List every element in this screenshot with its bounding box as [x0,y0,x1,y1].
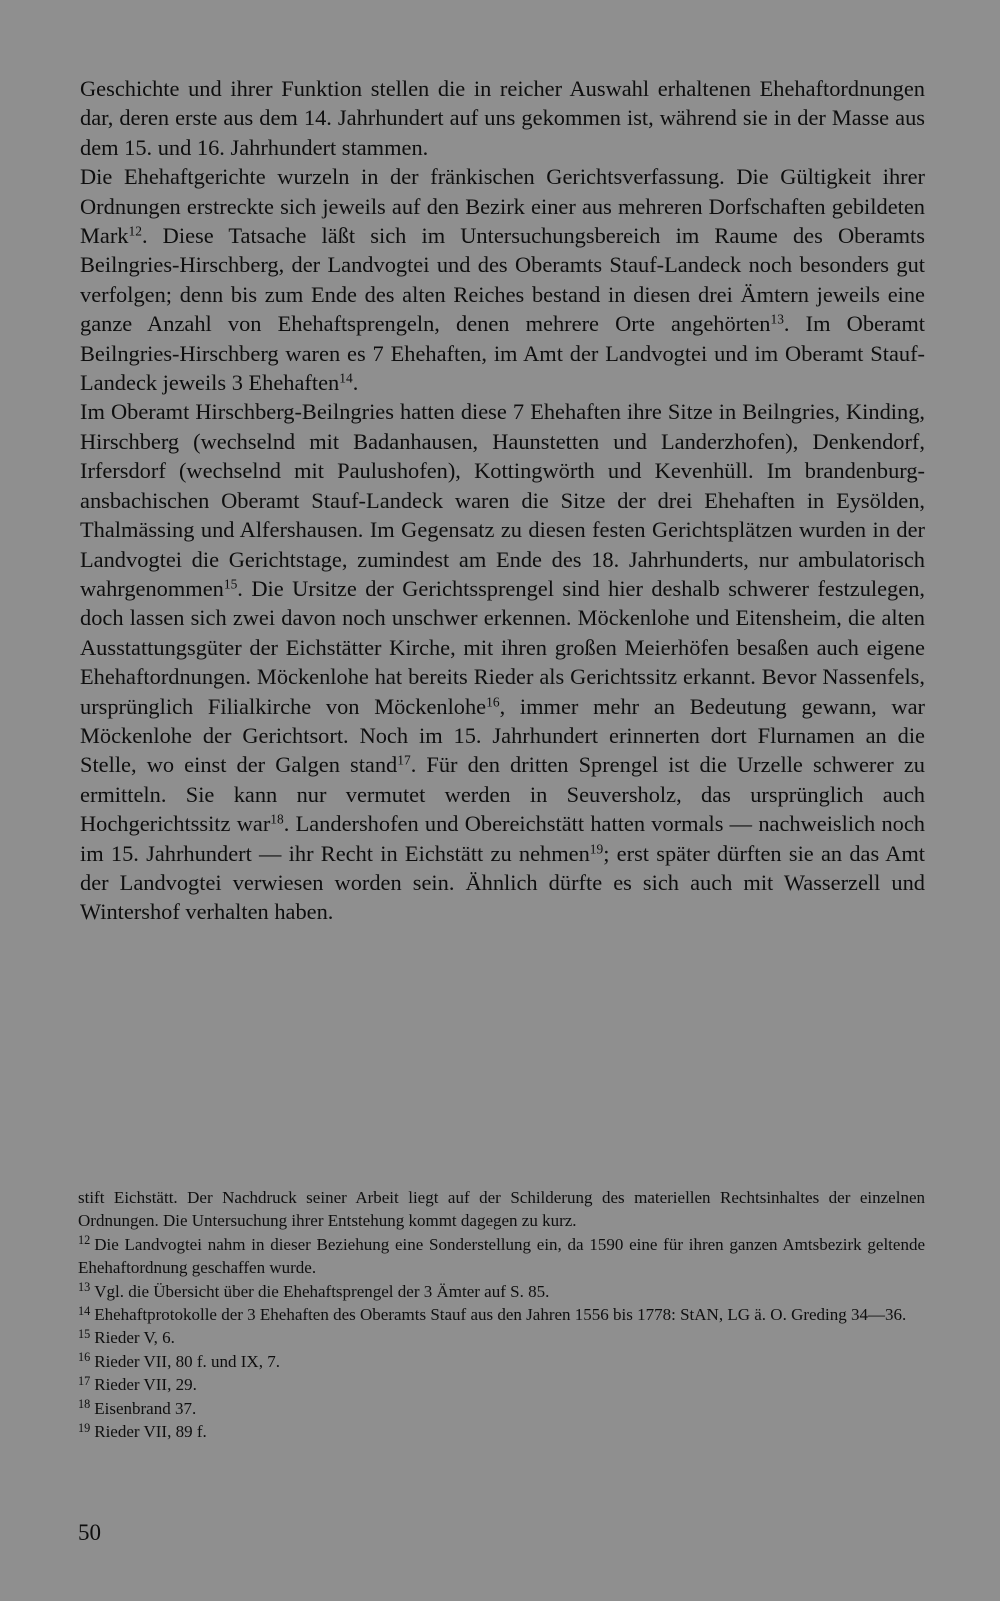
footnote-reference: 18 [270,811,284,827]
footnote [78,1186,925,1233]
text-segment: . Im Oberamt Beilngries-Hirschberg waren es 7 Ehehaften, im Amt der Landvogtei und im Oberamt Stauf-Landeck jeweils 3 Ehehaften [80,311,925,396]
text-segment: Im Oberamt Hirschberg-Beilngries hatten diese 7 Ehehaften ihre Sitze in Beilngries, Kinding, Hirschberg (wechselnd mit Badanhausen, Haunstetten und Landerzhofen), Denkendorf, Irfersdorf (wechselnd mit Paulushofen), Kottingwörth und Kevenhüll. Im brandenburg-ansbachischen Oberamt Stauf-Landeck waren die Sitze der drei Ehehaften in Eysölden, Thalmässing und Alfershausen. Im Gegensatz zu diesen festen Gerichtsplätzen wurden in der Landvogtei die Gerichtstage, zumindest am Ende des 18. Jahrhunderts, nur ambulatorisch wahrgenommen [80,399,925,601]
text-segment: . [352,370,359,396]
paragraph [80,162,925,397]
footnote-reference: 16 [486,694,500,710]
footnote-number: 16 [78,1350,91,1365]
footnote [78,1326,925,1349]
footnote-reference: 19 [589,841,604,857]
footnote [78,1303,925,1326]
footnote-number: 13 [78,1280,91,1295]
footnote-text: Ehehaftprotokolle der 3 Ehehaften des Oberamts Stauf aus den Jahren 1556 bis 1778: StAN, LG ä. O. Greding 34—36. [94,1305,907,1325]
footnote [78,1397,925,1420]
text-segment: Die Ehehaftgerichte wurzeln in der fränkischen Gerichtsverfassung. Die Gültigkeit ihrer Ordnungen erstreckte sich jeweils auf den Bezirk einer aus mehreren Dorfschaften gebildeten Mark [80,164,925,249]
footnote-text: Rieder VII, 89 f. [94,1422,207,1442]
text-segment: , immer mehr an Bedeutung gewann, war Möckenlohe der Gerichtsort. Noch im 15. Jahrhundert erinnerten dort Flurnamen an die Stelle, wo einst der Galgen stand [80,693,925,778]
text-segment: . Für den dritten Sprengel ist die Urzelle schwerer zu ermitteln. Sie kann nur vermutet werden in Seuversholz, das ursprünglich auch Hochgerichtssitz war [80,752,926,837]
footnote-number: 18 [78,1397,91,1412]
footnote [78,1280,925,1303]
footnote-reference: 13 [770,311,784,327]
footnote-text: Rieder VII, 80 f. und IX, 7. [94,1351,280,1371]
footnote-text: Rieder VII, 29. [94,1375,197,1395]
text-segment: . Diese Tatsache läßt sich im Untersuchungsbereich im Raume des Oberamts Beilngries-Hirschberg, der Landvogtei und des Oberamts Stauf-Landeck noch besonders gut verfolgen; denn bis zum Ende des alten Reiches bestand in diesen drei Ämtern jeweils eine ganze Anzahl von Ehehaftsprengeln, denen mehrere Orte angehörten [80,223,925,337]
footnote-text: stift Eichstätt. Der Nachdruck seiner Arbeit liegt auf der Schilderung des materiellen Rechtsinhaltes der einzelnen Ordnungen. Die Untersuchung ihrer Entstehung kommt dagegen zu kurz. [78,1188,925,1231]
text-segment: Geschichte und ihrer Funktion stellen die in reicher Auswahl erhaltenen Ehehaftordnungen dar, deren erste aus dem 14. Jahrhundert auf uns gekommen ist, während sie in der Masse aus dem 15. und 16. Jahrhundert stammen. [80,76,925,160]
footnote [78,1420,925,1443]
footnote-number: 15 [78,1326,91,1341]
footnote [78,1350,925,1373]
footnotes [78,1186,925,1443]
text-segment: . Landershofen und Obereichstätt hatten vormals — nachweislich noch im 15. Jahrhundert — ihr Recht in Eichstätt zu nehmen [80,811,925,866]
text-segment: ; erst später dürften sie an das Amt der Landvogtei verwiesen worden sein. Ähnlich dürfte es sich auch mit Wasserzell und Wintershof verhalten haben. [80,840,926,925]
paragraph [80,397,925,926]
footnote-reference: 14 [339,370,353,386]
footnote-reference: 12 [128,223,142,239]
footnote-number: 17 [78,1373,91,1388]
footnote-reference: 17 [397,752,411,768]
footnote [78,1373,925,1396]
footnote-text: Die Landvogtei nahm in dieser Beziehung eine Sonderstellung ein, da 1590 eine für ihren ganzen Amtsbezirk geltende Ehehaftordnung geschaffen wurde. [78,1234,925,1278]
main-text [80,74,925,927]
footnote-reference: 15 [223,576,238,592]
footnote-text: Rieder V, 6. [94,1328,175,1348]
footnote [78,1233,925,1280]
page-number: 50 [78,1520,101,1545]
paragraph [80,74,925,162]
footnote-text: Vgl. die Übersicht über die Ehehaftsprengel der 3 Ämter auf S. 85. [94,1281,550,1301]
footnote-number: 14 [78,1303,91,1318]
footnote-text: Eisenbrand 37. [94,1398,197,1418]
footnote-number: 19 [78,1420,91,1435]
text-segment: . Die Ursitze der Gerichtssprengel sind hier deshalb schwerer festzulegen, doch lassen sich zwei davon noch unschwer erkennen. Möckenlohe und Eitensheim, die alten Ausstattungsgüter der Eichstätter Kirche, mit ihren großen Meierhöfen besaßen auch eigene Ehehaftordnungen. Möckenlohe hat bereits Rieder als Gerichtssitz erkannt. Bevor Nassenfels, ursprünglich Filialkirche von Möckenlohe [80,575,925,719]
footnote-number: 12 [78,1233,91,1248]
